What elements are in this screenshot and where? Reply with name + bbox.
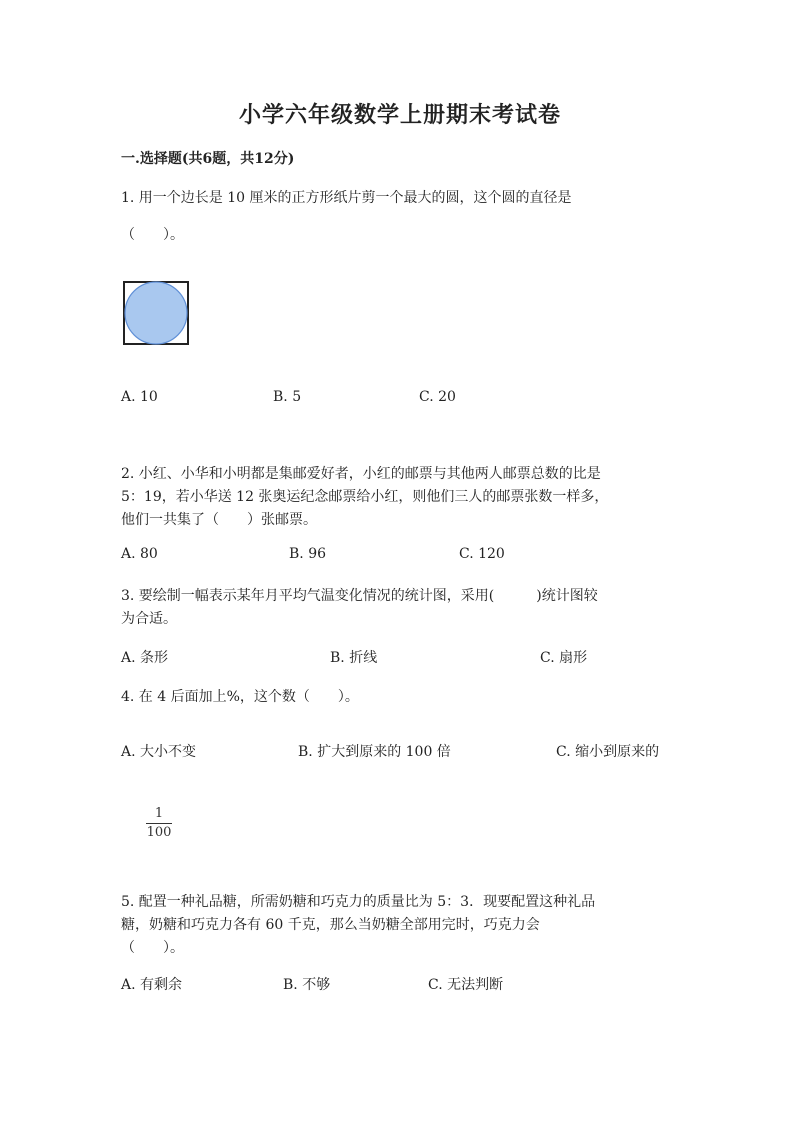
question-5-option-b[interactable]: B. 不够 (283, 977, 331, 993)
question-5-line-1: 5. 配置一种礼品糖，所需奶糖和巧克力的质量比为 5：3．现要配置这种礼品 (121, 894, 596, 910)
question-2-line-3: 他们一共集了（ ）张邮票。 (121, 512, 317, 528)
question-3-option-c[interactable]: C. 扇形 (540, 650, 588, 666)
square-circle-figure (123, 281, 189, 345)
question-2-option-c[interactable]: C. 120 (459, 546, 505, 562)
question-3-option-a[interactable]: A. 条形 (121, 650, 169, 666)
fraction-one-hundredth (146, 806, 172, 841)
fraction-bar (146, 823, 172, 824)
question-1-line-1: 1. 用一个边长是 10 厘米的正方形纸片剪一个最大的圆，这个圆的直径是 (121, 190, 572, 206)
question-5-line-3: （ ）。 (121, 940, 184, 956)
question-4-line-1: 4. 在 4 后面加上%，这个数（ ）。 (121, 689, 359, 705)
question-2-line-1: 2. 小红、小华和小明都是集邮爱好者，小红的邮票与其他两人邮票总数的比是 (121, 466, 601, 482)
fraction-numerator: 1 (154, 806, 164, 821)
circle-shape (125, 282, 187, 344)
circle-in-square-diagram (123, 281, 189, 345)
question-5-option-c[interactable]: C. 无法判断 (428, 977, 504, 993)
question-3-option-b[interactable]: B. 折线 (330, 650, 378, 666)
fraction-denominator: 100 (146, 825, 172, 840)
question-2-option-b[interactable]: B. 96 (289, 546, 327, 562)
question-1-line-2: （ ）。 (121, 227, 184, 243)
question-1-option-a[interactable]: A. 10 (121, 389, 158, 405)
page-title: 小学六年级数学上册期末考试卷 (238, 102, 561, 128)
question-3-line-2: 为合适。 (121, 611, 177, 627)
question-4-option-a[interactable]: A. 大小不变 (121, 744, 197, 760)
question-5-option-a[interactable]: A. 有剩余 (121, 977, 183, 993)
question-4-option-c[interactable]: C. 缩小到原来的 (556, 744, 660, 760)
question-3-line-1: 3. 要绘制一幅表示某年月平均气温变化情况的统计图，采用( )统计图较 (121, 588, 598, 604)
question-2-option-a[interactable]: A. 80 (121, 546, 158, 562)
question-2-line-2: 5：19，若小华送 12 张奥运纪念邮票给小红，则他们三人的邮票张数一样多， (121, 489, 609, 505)
question-1-option-c[interactable]: C. 20 (419, 389, 456, 405)
question-1-option-b[interactable]: B. 5 (273, 389, 302, 405)
question-4-option-b[interactable]: B. 扩大到原来的 100 倍 (298, 744, 451, 760)
question-5-line-2: 糖，奶糖和巧克力各有 60 千克，那么当奶糖全部用完时，巧克力会 (121, 917, 540, 933)
section-heading: 一.选择题(共6题，共12分) (121, 151, 295, 167)
